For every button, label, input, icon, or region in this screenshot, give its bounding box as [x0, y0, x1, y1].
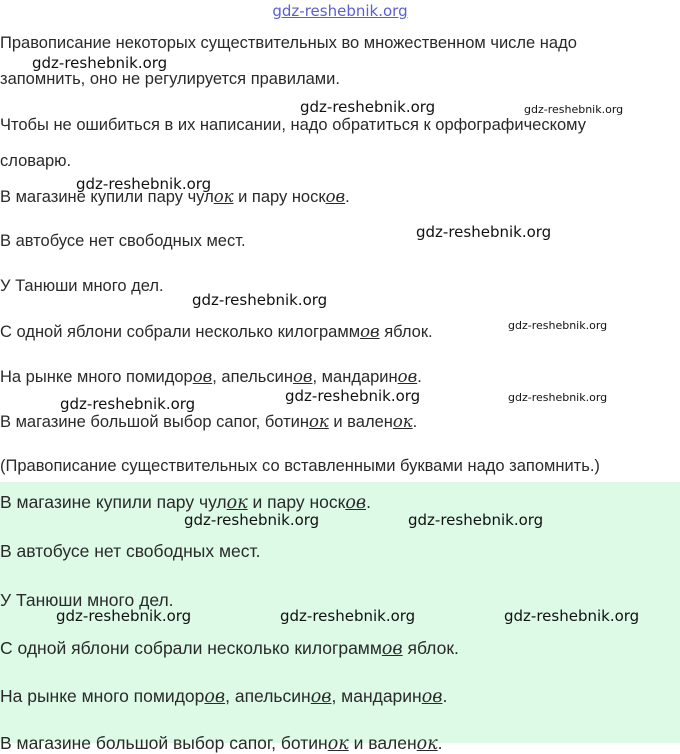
inserted-letters: ок: [327, 734, 349, 754]
rule-line-4: словарю.: [0, 152, 72, 170]
rule-line-3: Чтобы не ошибиться в их написании, надо обратиться к орфографическому: [0, 116, 586, 134]
watermark: gdz-reshebnik.org: [504, 607, 640, 625]
inserted-letters: ов: [381, 639, 403, 659]
sentence-socks: В магазине купили пару чулок и пару носков.: [0, 187, 350, 206]
rule-line-2: запомнить, оно не регулируется правилами.: [0, 70, 340, 88]
watermark: gdz-reshebnik.org: [76, 175, 212, 193]
inserted-letters: ов: [421, 687, 443, 707]
sentence-market: На рынке много помидоров, апельсинов, мандаринов.: [0, 367, 422, 386]
inserted-letters: ов: [325, 187, 346, 206]
inserted-letters: ок: [309, 412, 329, 431]
inserted-letters: ок: [416, 734, 438, 754]
answer-sentence-shoes: В магазине большой выбор сапог, ботинок и валенок.: [0, 733, 443, 754]
inserted-letters: ов: [192, 367, 213, 386]
watermark: gdz-reshebnik.org: [524, 103, 624, 116]
inserted-letters: ок: [392, 412, 413, 431]
watermark: gdz-reshebnik.org: [184, 511, 320, 529]
watermark: gdz-reshebnik.org: [508, 319, 608, 332]
site-header-watermark[interactable]: gdz-reshebnik.org: [272, 2, 408, 20]
watermark: gdz-reshebnik.org: [416, 223, 552, 241]
rule-line-1: Правописание некоторых существительных во множественном числе надо: [0, 34, 577, 52]
watermark: gdz-reshebnik.org: [60, 395, 196, 413]
inserted-letters: ов: [292, 367, 313, 386]
watermark: gdz-reshebnik.org: [408, 511, 544, 529]
sentence-tanyusha: У Танюши много дел.: [0, 277, 164, 295]
answer-sentence-apples: С одной яблони собрали несколько килограммов яблок.: [0, 638, 459, 659]
watermark: gdz-reshebnik.org: [280, 607, 416, 625]
inserted-letters: ов: [204, 687, 226, 707]
answer-sentence-bus: В автобусе нет свободных мест.: [0, 541, 261, 561]
inserted-letters: ок: [213, 187, 234, 206]
inserted-letters: ов: [397, 367, 418, 386]
inserted-letters: ов: [310, 687, 332, 707]
inserted-letters: ов: [360, 322, 380, 341]
answer-sentence-market: На рынке много помидоров, апельсинов, мандаринов.: [0, 686, 448, 707]
note-text: (Правописание существительных со вставленными буквами надо запомнить.): [0, 457, 600, 475]
watermark: gdz-reshebnik.org: [56, 607, 192, 625]
inserted-letters: ок: [226, 493, 248, 513]
watermark: gdz-reshebnik.org: [508, 391, 608, 404]
watermark: gdz-reshebnik.org: [192, 291, 328, 309]
watermark: gdz-reshebnik.org: [285, 387, 421, 405]
sentence-shoes: В магазине большой выбор сапог, ботинок и валенок.: [0, 412, 418, 431]
sentence-apples: С одной яблони собрали несколько килограммов яблок.: [0, 322, 433, 341]
answer-sentence-tanyusha: У Танюши много дел.: [0, 590, 174, 610]
sentence-bus: В автобусе нет свободных мест.: [0, 232, 246, 250]
inserted-letters: ов: [345, 493, 367, 513]
watermark: gdz-reshebnik.org: [32, 54, 168, 72]
watermark: gdz-reshebnik.org: [300, 98, 436, 116]
answer-sentence-socks: В магазине купили пару чулок и пару носков.: [0, 492, 371, 513]
